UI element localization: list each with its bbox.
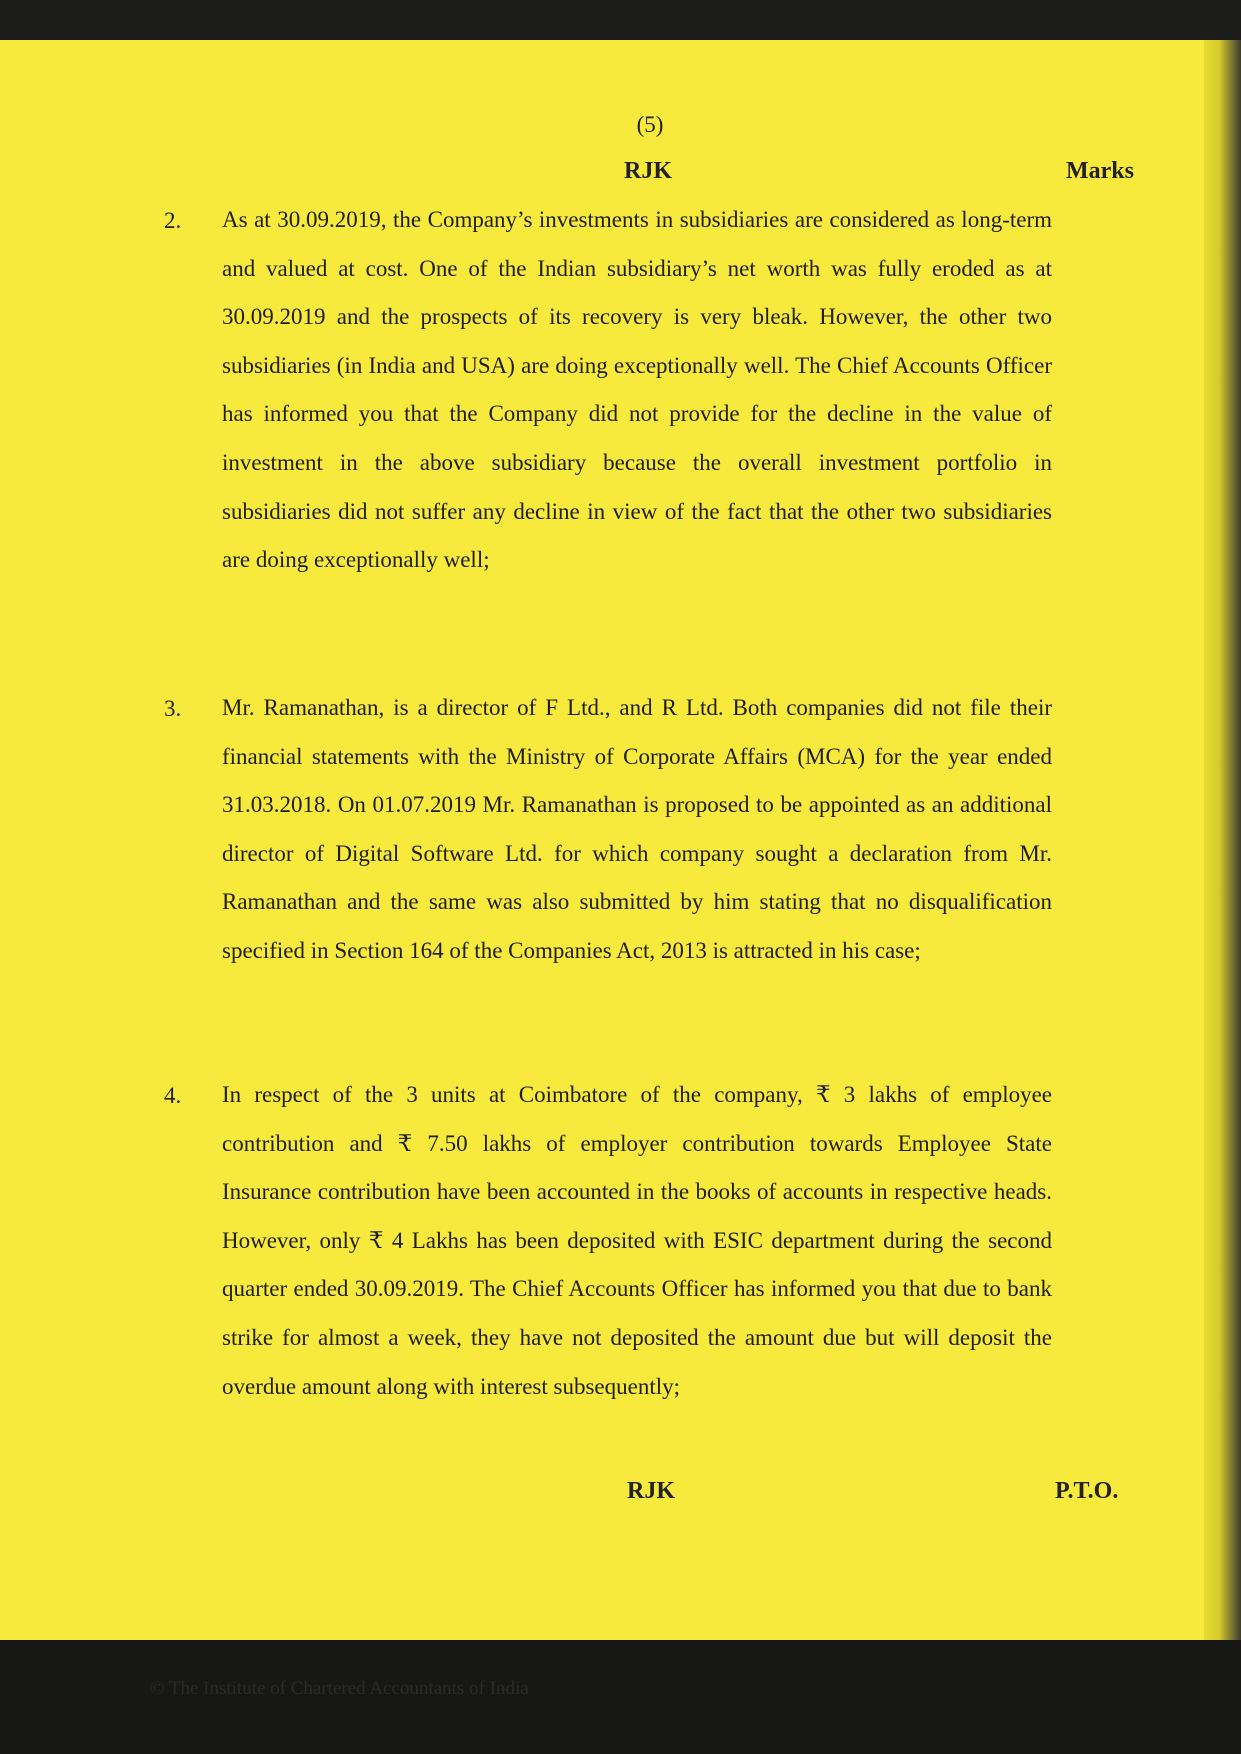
question-number: 3. [164,696,182,721]
paper-code-footer: RJK [627,1478,675,1504]
please-turn-over: P.T.O. [1055,1478,1119,1504]
page-edge-shadow [1204,40,1241,1642]
top-scan-border [0,0,1241,45]
question-number: 4. [164,1083,182,1108]
question-text: In respect of the 3 units at Coimbatore of the company, ₹ 3 lakhs of employee contribution and ₹ 7.50 lakhs of employer contribution towards Employee State Insurance contribution have been accounted in the books of accounts in respective heads. However, only ₹ 4 Lakhs has been deposited with ESIC department during the second quarter ended 30.09.2019. The Chief Accounts Officer has informed you that due to bank strike for almost a week, they have not deposited the amount due but will deposit the overdue amount along with interest subsequently; [222,1082,1052,1399]
question-number: 2. [164,208,182,233]
question-text: Mr. Ramanathan, is a director of F Ltd., and R Ltd. Both companies did not file their financial statements with the Ministry of Corporate Affairs (MCA) for the year ended 31.03.2018. On 01.07.2019 Mr. Ramanathan is proposed to be appointed as an additional director of Digital Software Ltd. for which company sought a declaration from Mr. Ramanathan and the same was also submitted by him stating that no disqualification specified in Section 164 of the Companies Act, 2013 is attracted in his case; [222,695,1052,963]
paper-code-header: RJK [624,158,672,184]
marks-column-heading: Marks [1066,158,1134,184]
copyright-watermark: © The Institute of Chartered Accountants of India [150,1678,529,1699]
page-number: (5) [636,112,664,137]
question-text: As at 30.09.2019, the Company’s investments in subsidiaries are considered as long-term and valued at cost. One of the Indian subsidiary’s net worth was fully eroded as at 30.09.2019 and the prospects of its recovery is very bleak. However, the other two subsidiaries (in India and USA) are doing exceptionally well. The Chief Accounts Officer has informed you that the Company did not provide for the decline in the value of investment in the above subsidiary because the overall investment portfolio in subsidiaries did not suffer any decline in view of the fact that the other two subsidiaries are doing exceptionally well; [222,207,1052,573]
